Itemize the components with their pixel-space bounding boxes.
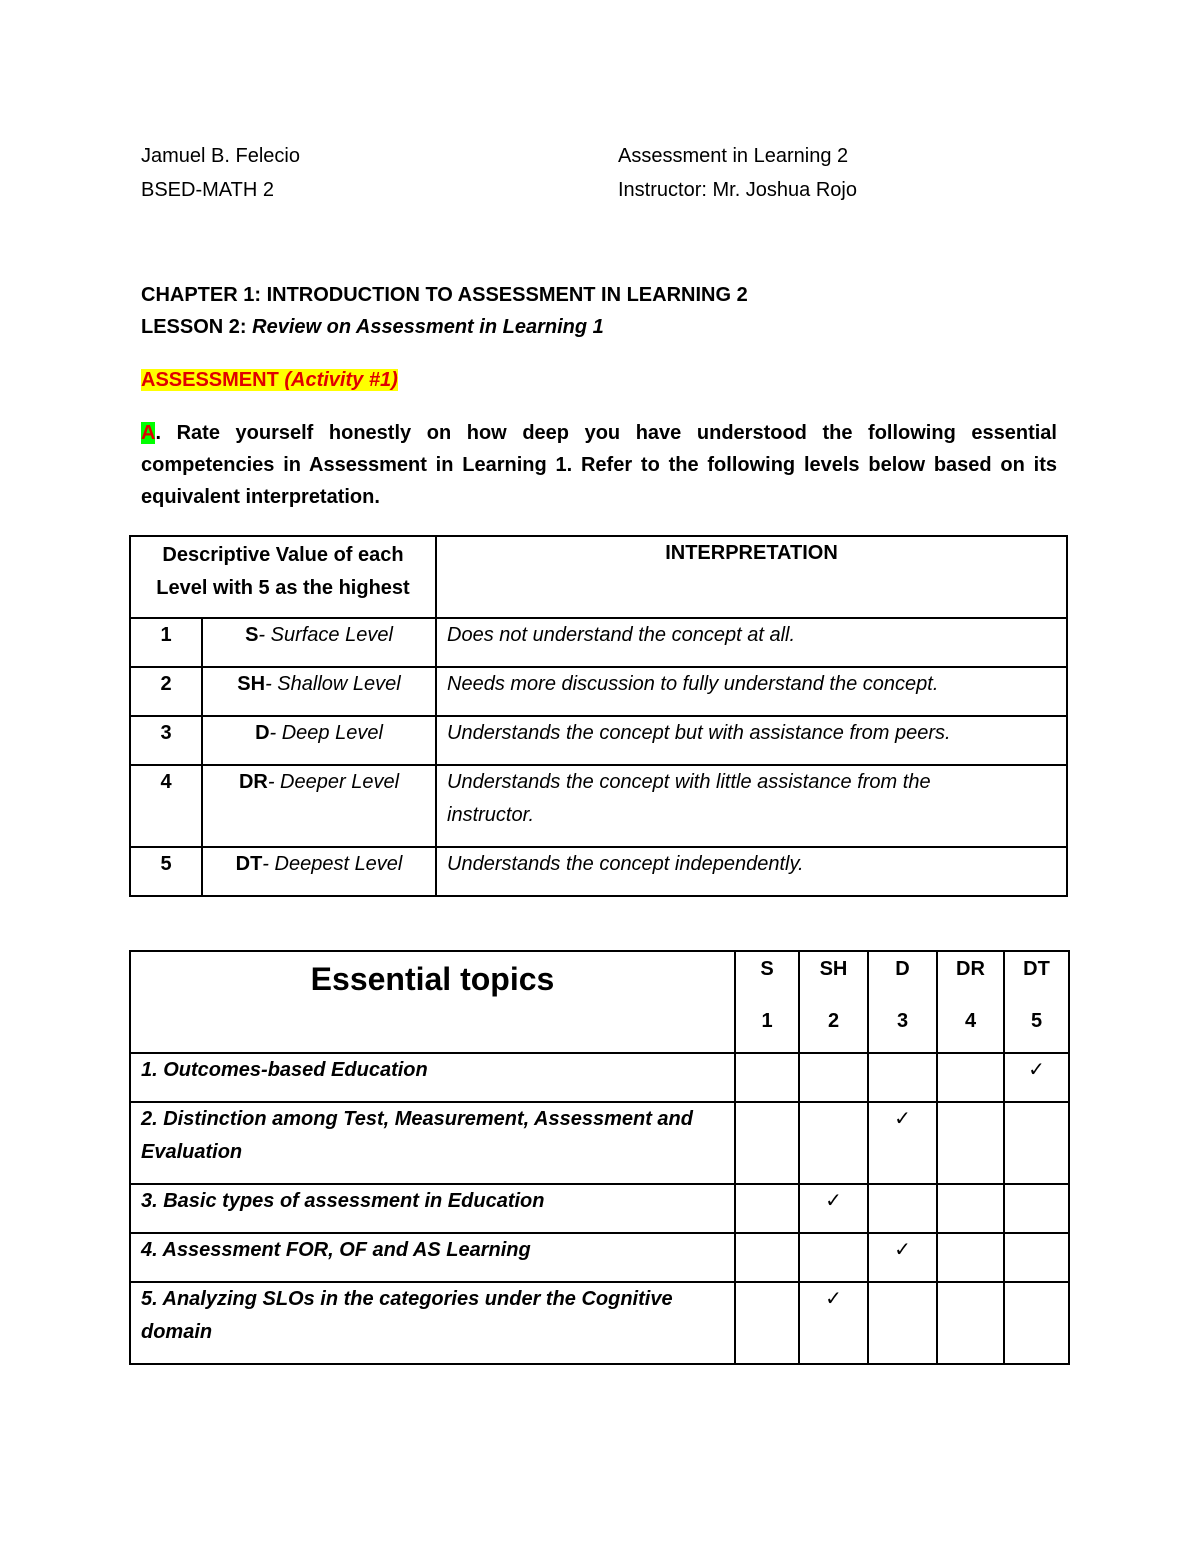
topics-header: Essential topics	[130, 951, 735, 1053]
level-column-header: D 3	[868, 951, 937, 1053]
instructor-name: Instructor: Mr. Joshua Rojo	[618, 179, 857, 201]
lesson-title	[141, 314, 604, 340]
table-row	[130, 1233, 1069, 1282]
instruction-paragraph	[141, 417, 1057, 513]
course-section: BSED-MATH 2	[141, 179, 274, 201]
rating-cell	[868, 1184, 937, 1233]
rating-cell	[799, 1102, 868, 1184]
level-code: D- Deep Level	[202, 716, 436, 765]
rating-cell	[1004, 1184, 1069, 1233]
topic-name: 1. Outcomes-based Education	[130, 1053, 735, 1102]
table-row	[130, 667, 1067, 716]
rating-cell	[868, 1102, 937, 1184]
level-interpretation: Understands the concept with little assistance from the instructor.	[436, 765, 1067, 847]
rating-cell	[1004, 1102, 1069, 1184]
topic-name: 4. Assessment FOR, OF and AS Learning	[130, 1233, 735, 1282]
check-icon: ✓	[894, 1239, 911, 1261]
chapter-title: CHAPTER 1: INTRODUCTION TO ASSESSMENT IN LEARNING 2	[141, 284, 748, 306]
table-row	[130, 1053, 1069, 1102]
topics-table	[129, 950, 1070, 1365]
rating-cell	[868, 1233, 937, 1282]
rating-cell	[735, 1053, 799, 1102]
rating-cell	[735, 1184, 799, 1233]
table-row	[130, 1102, 1069, 1184]
rating-cell	[937, 1184, 1004, 1233]
table-row	[130, 1184, 1069, 1233]
levels-table	[129, 535, 1068, 897]
level-value: 3	[130, 716, 202, 765]
rating-cell	[799, 1184, 868, 1233]
rating-cell	[937, 1282, 1004, 1364]
instruction-line-3: equivalent interpretation.	[141, 486, 380, 508]
lesson-prefix: LESSON 2:	[141, 316, 253, 338]
check-icon: ✓	[894, 1108, 911, 1130]
student-name: Jamuel B. Felecio	[141, 145, 300, 167]
table-row	[130, 1282, 1069, 1364]
rating-cell	[1004, 1053, 1069, 1102]
instruction-line-1: A. Rate yourself honestly on how deep you have understood the following essential	[141, 422, 1057, 444]
levels-header-value: Descriptive Value of each Level with 5 as the highest	[130, 536, 436, 618]
table-row	[130, 618, 1067, 667]
level-column-header: DR 4	[937, 951, 1004, 1053]
lesson-name: Review on Assessment in Learning 1	[252, 316, 604, 338]
rating-cell	[1004, 1233, 1069, 1282]
rating-cell	[799, 1282, 868, 1364]
level-code: S- Surface Level	[202, 618, 436, 667]
level-interpretation: Needs more discussion to fully understand the concept.	[436, 667, 1067, 716]
topic-name: 2. Distinction among Test, Measurement, Assessment and Evaluation	[130, 1102, 735, 1184]
check-icon: ✓	[1028, 1059, 1045, 1081]
assessment-label: ASSESSMENT	[141, 369, 285, 391]
level-column-header: DT 5	[1004, 951, 1069, 1053]
rating-cell	[868, 1053, 937, 1102]
level-interpretation: Understands the concept but with assistance from peers.	[436, 716, 1067, 765]
rating-cell	[937, 1053, 1004, 1102]
level-value: 1	[130, 618, 202, 667]
rating-cell	[937, 1102, 1004, 1184]
rating-cell	[937, 1233, 1004, 1282]
rating-cell	[735, 1233, 799, 1282]
rating-cell	[799, 1053, 868, 1102]
assessment-heading	[141, 367, 398, 393]
level-code: DT- Deepest Level	[202, 847, 436, 896]
rating-cell	[868, 1282, 937, 1364]
subject-name: Assessment in Learning 2	[618, 145, 849, 167]
level-interpretation: Understands the concept independently.	[436, 847, 1067, 896]
check-icon: ✓	[825, 1190, 842, 1212]
rating-cell	[1004, 1282, 1069, 1364]
topic-name: 5. Analyzing SLOs in the categories under the Cognitive domain	[130, 1282, 735, 1364]
table-row	[130, 847, 1067, 896]
level-column-header: SH 2	[799, 951, 868, 1053]
assessment-activity: (Activity #1)	[284, 369, 398, 391]
rating-cell	[735, 1102, 799, 1184]
instruction-line-2: competencies in Assessment in Learning 1. Refer to the following levels below based on its	[141, 454, 1057, 476]
table-row	[130, 716, 1067, 765]
level-value: 4	[130, 765, 202, 847]
rating-cell	[735, 1282, 799, 1364]
level-column-header: S 1	[735, 951, 799, 1053]
level-interpretation: Does not understand the concept at all.	[436, 618, 1067, 667]
level-value: 2	[130, 667, 202, 716]
instruction-letter: A	[141, 422, 156, 444]
level-code: DR- Deeper Level	[202, 765, 436, 847]
levels-header-interpretation: INTERPRETATION	[436, 536, 1067, 618]
level-code: SH- Shallow Level	[202, 667, 436, 716]
check-icon: ✓	[825, 1288, 842, 1310]
topic-name: 3. Basic types of assessment in Education	[130, 1184, 735, 1233]
rating-cell	[799, 1233, 868, 1282]
level-value: 5	[130, 847, 202, 896]
table-row	[130, 765, 1067, 847]
